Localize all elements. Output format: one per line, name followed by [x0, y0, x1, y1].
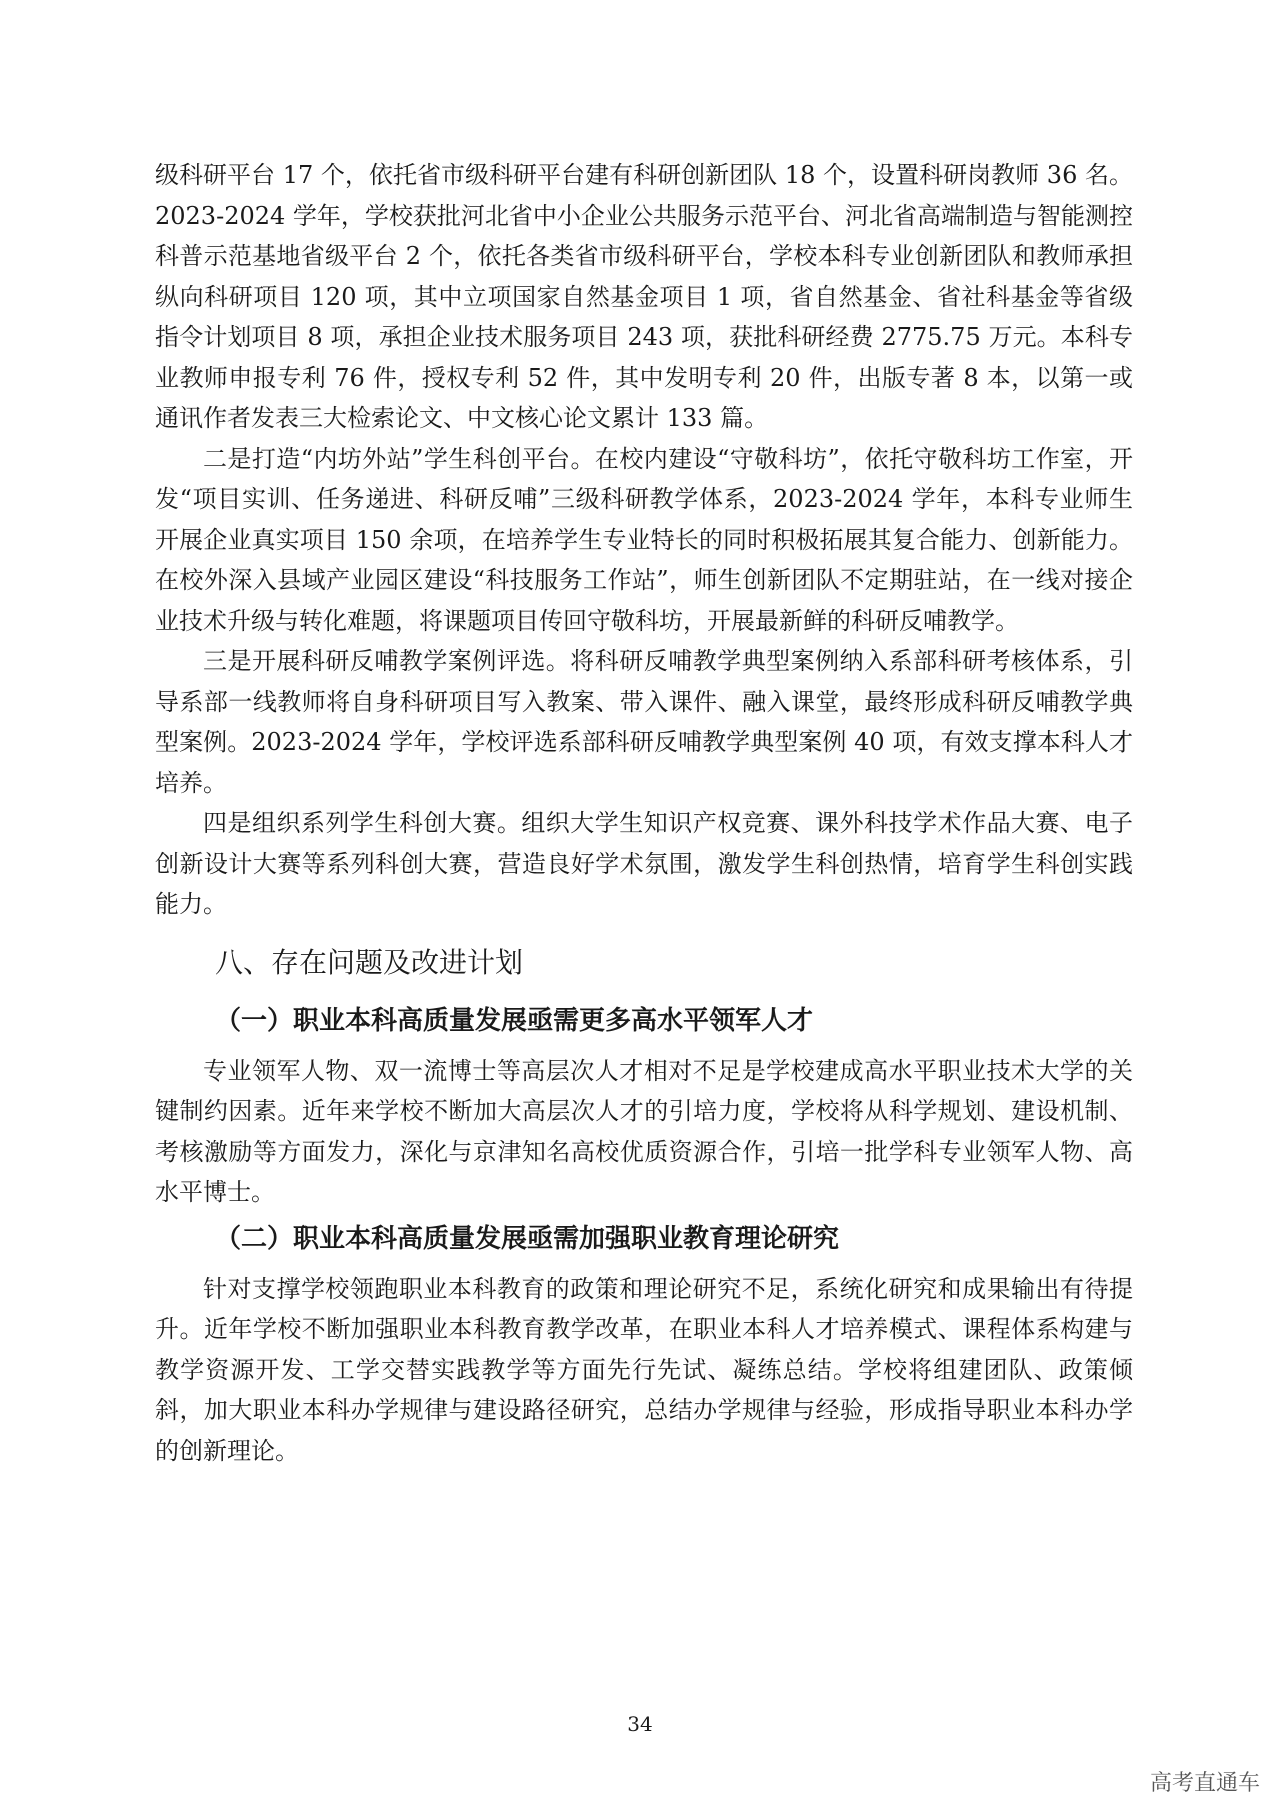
section-heading: 八、存在问题及改进计划 [215, 945, 524, 979]
paragraph: 三是开展科研反哺教学案例评选。将科研反哺教学典型案例纳入系部科研考核体系，引导系部一线教师将自身科研项目写入教案、带入课件、融入课堂，最终形成科研反哺教学典型案例。2023-2024 学年，学校评选系部科研反哺教学典型案例 40 项，有效支撑本科人才培养。 [155, 647, 1133, 797]
watermark: 高考直通车 [1149, 1771, 1260, 1796]
paragraph: 四是组织系列学生科创大赛。组织大学生知识产权竞赛、课外科技学术作品大赛、电子创新设计大赛等系列科创大赛，营造良好学术氛围，激发学生科创热情，培育学生科创实践能力。 [155, 809, 1133, 918]
document-body [155, 155, 1133, 1471]
paragraph: 二是打造“内坊外站”学生科创平台。在校内建设“守敬科坊”，依托守敬科坊工作室，开发“项目实训、任务递进、科研反哺”三级科研教学体系，2023-2024 学年，本科专业师生开展企业真实项目 150 余项，在培养学生专业特长的同时积极拓展其复合能力、创新能力。在校外深入县域产业园区建设“科技服务工作站”，师生创新团队不定期驻站，在一线对接企业技术升级与转化难题，将课题项目传回守敬科坊，开展最新鲜的科研反哺教学。 [155, 444, 1133, 635]
subsection-heading: （一）职业本科高质量发展亟需更多高水平领军人才 [215, 1005, 814, 1036]
paragraph: 针对支撑学校领跑职业本科教育的政策和理论研究不足，系统化研究和成果输出有待提升。近年学校不断加强职业本科教育教学改革，在职业本科人才培养模式、课程体系构建与教学资源开发、工学交替实践教学等方面先行先试、凝练总结。学校将组建团队、政策倾斜，加大职业本科办学规律与建设路径研究，总结办学规律与经验，形成指导职业本科办学的创新理论。 [155, 1274, 1133, 1465]
paragraph: 专业领军人物、双一流博士等高层次人才相对不足是学校建成高水平职业技术大学的关键制约因素。近年来学校不断加大高层次人才的引培力度，学校将从科学规划、建设机制、考核激励等方面发力，深化与京津知名高校优质资源合作，引培一批学科专业领军人物、高水平博士。 [155, 1056, 1133, 1206]
page-number: 34 [627, 1712, 653, 1736]
subsection-heading: （二）职业本科高质量发展亟需加强职业教育理论研究 [215, 1223, 840, 1254]
paragraph: 级科研平台 17 个，依托省市级科研平台建有科研创新团队 18 个，设置科研岗教师 36 名。2023-2024 学年，学校获批河北省中小企业公共服务示范平台、河北省高端制造与智能测控科普示范基地省级平台 2 个，依托各类省市级科研平台，学校本科专业创新团队和教师承担纵向科研项目 120 项，其中立项国家自然基金项目 1 项，省自然基金、省社科基金等省级指令计划项目 8 项，承担企业技术服务项目 243 项，获批科研经费 2775.75 万元。本科专业教师申报专利 76 件，授权专利 52 件，其中发明专利 20 件，出版专著 8 本，以第一或通讯作者发表三大检索论文、中文核心论文累计 133 篇。 [155, 161, 1133, 432]
